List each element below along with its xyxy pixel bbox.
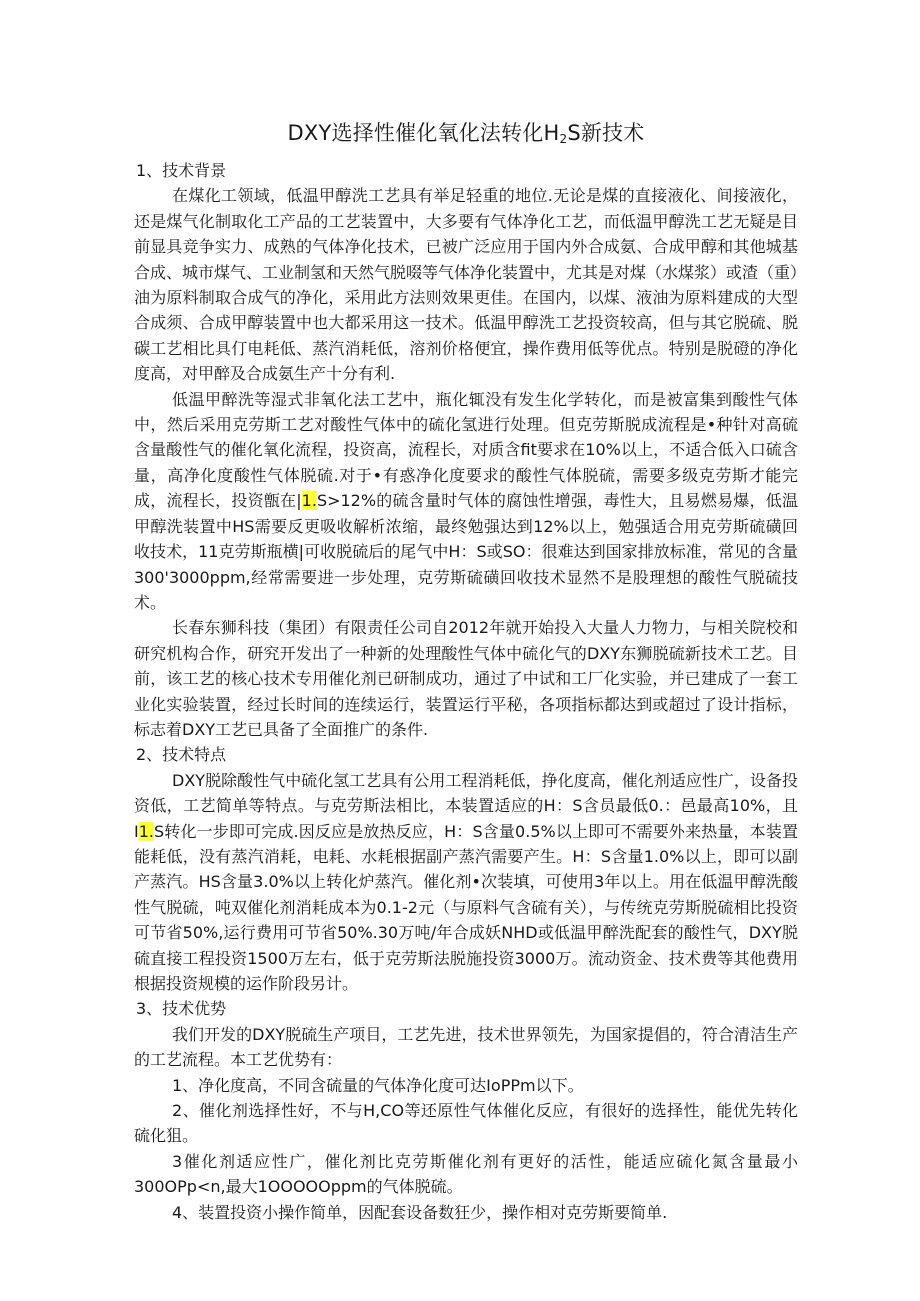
section-heading-features: 2、技术特点 bbox=[136, 745, 227, 765]
title-text-end: S新技术 bbox=[567, 121, 645, 145]
section-heading-background: 1、技术背景 bbox=[136, 161, 227, 180]
list-item-1: 1、净化度高，不同含硫量的气体净化度可达IoPPm以下。 bbox=[172, 1075, 584, 1095]
document-title bbox=[134, 118, 798, 148]
highlighted-text: 1. bbox=[301, 491, 317, 511]
paragraph-1: 在煤化工领域，低温甲醇洗工艺具有举足轻重的地位.无论是煤的直接液化、间接液化，还是煤气化制取化工产品的工艺装置中，大多要有气体净化工艺，而低温甲醇洗工艺无疑是目前显具竞争实力、成熟的气体净化技术，已被广泛应用于国内外合成氨、合成甲醇和其他城基合成、城市煤气、工业制氢和天然气脱啜等气体净化装置中，尤其是对煤（水煤浆）或渣（重）油为原料制取合成气的净化，采用此方法则效果更佳。在国内，以煤、液油为原料建成的大型合成须、合成甲醇装置中也大都采用这一技术。低温甲醇洗工艺投资较高，但与其它脱硫、脱碳工艺相比具仃电耗低、蒸汽消耗低，溶剂价格便宜，操作费用低等优点。特别是脱磴的净化度高，对甲醉及合成氨生产十分有利. bbox=[134, 186, 799, 384]
paragraph-5: 我们开发的DXY脱硫生产项目，工艺先进，技术世界领先，为国家提倡的，符合清洁生产的工艺流程。本工艺优势有： bbox=[134, 1024, 798, 1070]
paragraph-4-part-b: S转化一步即可完成.因反应是放热反应，H：S含量0.5%以上即可不需要外来热量，本装置能耗低，没有蒸汽消耗，电耗、水耗根据副产蒸汽需要产生。H：S含量1.0%以上，即可以副产蒸汽。HS含量3.0%以上转化炉蒸汽。催化剂•次装填，可使用3年以上。用在低温甲醇洗酸性气脱硫，吨双催化剂消耗成本为0.1-2元（与原料气含硫有关），与传统克劳斯脱硫相比投资可节省50%,运行费用可节省50%.30万吨/年合成妖NHD或低温甲醉洗配套的酸性气，DXY脱硫直接工程投资1500万左右，低于克劳斯法脱施投资3000万。流动资金、技术费等其他费用根据投资规模的运作阶段另计。 bbox=[134, 821, 798, 993]
paragraph-2-part-a: 低温甲醉洗等湿式非氧化法工艺中，瓶化辄没有发生化学转化，而是被富集到酸性气体中，然后采用克劳斯工艺对酸性气体中的硫化氢进行处理。但克劳斯脱成流程是•种针对高硫含量酸性气的催化氧化流程，投资高，流程长，对质含fit要求在10%以上，不适合低入口硫含量，高净化度酸性气体脱硫.对于•有惑净化度要求的酸性气体脱硫，需要多级克劳斯才能完成，流程长，投资甑在| bbox=[134, 389, 798, 511]
title-text: DXY选择性催化氧化法转化H bbox=[287, 121, 560, 145]
paragraph-2-part-b: S>12%的硫含量时气体的腐蚀性增强，毒性大，且易燃易爆，低温甲醇洗装置中HS需要反更吸收解析浓缩，最终勉强达到12%以上，勉强适合用克劳斯硫磺回收技术，11克劳斯瓶横|可收脱硫后的尾气中H：S或SO：很难达到国家排放标准，常见的含量300'3000ppm,经常需要进一步处理，克劳斯硫磺回收技术显然不是股理想的酸性气脱硫技术。 bbox=[134, 491, 798, 612]
highlighted-text: 1. bbox=[138, 821, 154, 841]
paragraph-4-part-a: DXY脱除酸性气中硫化氢工艺具有公用工程消耗低，挣化度高，催化剂适应性广，设备投资低，工艺简单等特点。与克劳斯法相比，本装置适应的H：S含员最低0.：邑最高10%，且I bbox=[134, 770, 798, 841]
paragraph-4 bbox=[134, 768, 798, 997]
list-item-2: 2、催化剂选择性好，不与H,CO等还原性气体催化反应，有很好的选择性，能优先转化硫化狙。 bbox=[134, 1101, 798, 1146]
paragraph-2 bbox=[134, 387, 798, 616]
list-item-4: 4、装置投资小操作简单，因配套设备数狂少，操作相对克劳斯要简单. bbox=[172, 1202, 668, 1222]
title-subscript: 2 bbox=[559, 132, 568, 146]
list-item-3: 3催化剂适应性广，催化剂比克劳斯催化剂有更好的活性，能适应硫化氮含量最小300OPp<n,最大1OOOOOppm的气体脱硫。 bbox=[134, 1151, 798, 1197]
section-heading-advantages: 3、技术优势 bbox=[136, 999, 227, 1019]
paragraph-3: 长春东狮科技（集团）有限责任公司自2012年就开始投入大量人力物力，与相关院校和研究机构合作，研究开发出了一种新的处理酸性气体中硫化气的DXY东狮脱硫新技术工艺。目前，该工艺的核心技术专用催化剂已研制成功，通过了中试和工厂化实验，并已建成了一套工业化实验装置，经过长时间的连续运行，装置运行平秘，各项指标都达到或超过了设计指标，标志着DXY工艺已具备了全面推广的条件. bbox=[134, 618, 798, 739]
